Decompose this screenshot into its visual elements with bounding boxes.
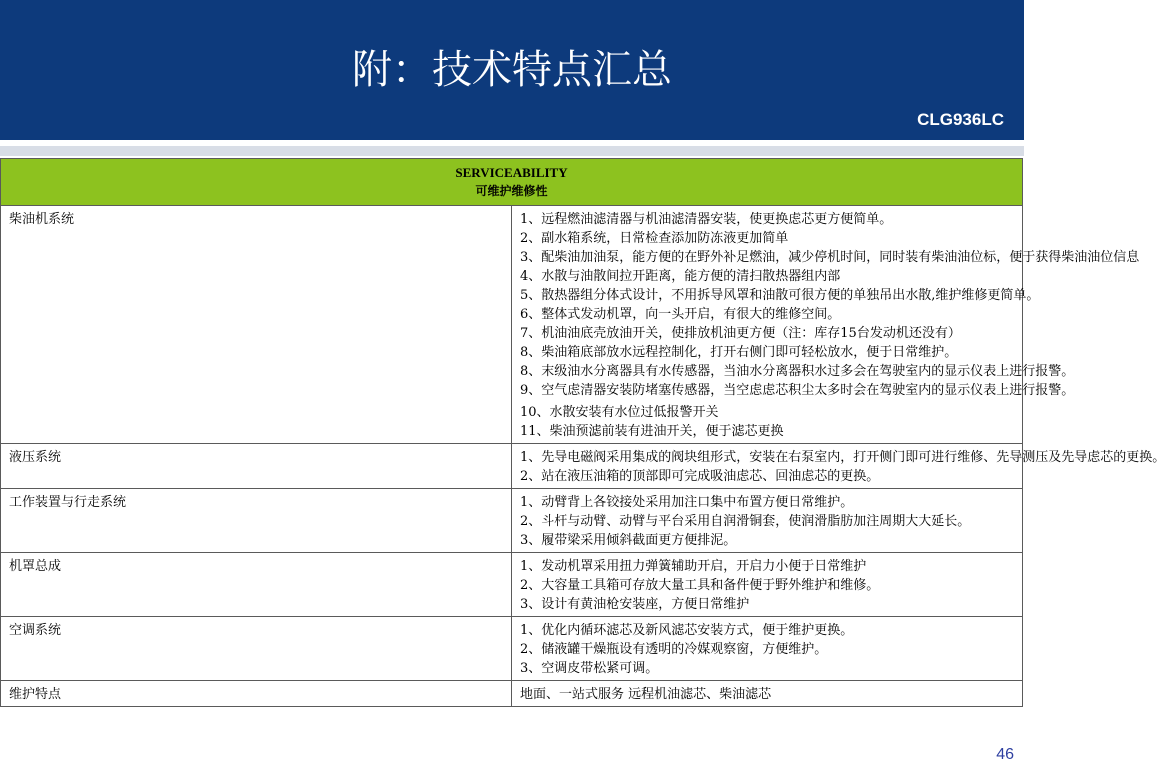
row-category: 维护特点	[1, 681, 512, 707]
feature-item: 6、整体式发动机罩，向一头开启，有很大的维修空间。	[520, 307, 841, 322]
feature-item: 10、水散安装有水位过低报警开关	[520, 405, 719, 420]
table-row	[1, 444, 1023, 489]
feature-item: 3、履带梁采用倾斜截面更方便排泥。	[520, 533, 737, 548]
header-band	[0, 0, 1024, 140]
feature-item: 5、散热器组分体式设计，不用拆导风罩和油散可很方便的单独吊出水散,维护维修更简单。	[520, 288, 1040, 303]
feature-item: 8、柴油箱底部放水远程控制化，打开右侧门即可轻松放水，便于日常维护。	[520, 345, 958, 360]
row-items	[512, 444, 1165, 489]
feature-item: 3、空调皮带松紧可调。	[520, 661, 659, 676]
feature-item: 3、配柴油加油泵，能方便的在野外补足燃油，减少停机时间，同时装有柴油油位标，便于获得柴油油位信息	[520, 250, 1140, 265]
feature-item: 1、先导电磁阀采用集成的阀块组形式，安装在右泵室内，打开侧门即可进行维修、先导测压及先导虑芯的更换。	[520, 450, 1165, 465]
feature-item: 2、大容量工具箱可存放大量工具和备件便于野外维护和维修。	[520, 578, 880, 593]
row-items	[512, 489, 1023, 553]
feature-item: 1、远程燃油滤清器与机油滤清器安装，使更换虑芯更方便简单。	[520, 212, 893, 227]
section-header-row	[1, 159, 1023, 206]
row-items	[512, 553, 1023, 617]
row-category: 空调系统	[1, 617, 512, 681]
section-banner	[1, 159, 1023, 206]
row-items	[512, 617, 1023, 681]
header-divider-shadow	[0, 146, 1024, 156]
row-category: 机罩总成	[1, 553, 512, 617]
model-label: CLG936LC	[917, 110, 1004, 129]
feature-item: 2、副水箱系统，日常检查添加防冻液更加简单	[520, 231, 789, 246]
page-number: 46	[996, 746, 1014, 763]
feature-item: 3、设计有黄油枪安装座，方便日常维护	[520, 597, 750, 612]
table-row	[1, 617, 1023, 681]
feature-item: 2、斗杆与动臂、动臂与平台采用自润滑铜套，使润滑脂肪加注周期大大延长。	[520, 514, 971, 529]
row-items	[512, 681, 1023, 707]
feature-item: 2、储液罐干燥瓶设有透明的冷媒观察窗，方便维护。	[520, 642, 828, 657]
header-divider	[0, 140, 1024, 143]
table-body	[1, 206, 1165, 707]
table-row	[1, 489, 1023, 553]
row-category: 柴油机系统	[1, 206, 512, 444]
row-category: 液压系统	[1, 444, 512, 489]
table-row	[1, 681, 1023, 707]
feature-item: 地面、一站式服务 远程机油滤芯、柴油滤芯	[520, 687, 772, 702]
row-category: 工作装置与行走系统	[1, 489, 512, 553]
table-row	[1, 553, 1023, 617]
feature-item: 1、优化内循环滤芯及新风滤芯安装方式，便于维护更换。	[520, 623, 854, 638]
feature-item: 1、发动机罩采用扭力弹簧辅助开启，开启力小便于日常维护	[520, 559, 867, 574]
table-row	[1, 206, 1023, 444]
feature-item: 11、柴油预滤前装有进油开关，便于滤芯更换	[520, 424, 784, 439]
section-title-en: SERVICEABILITY	[455, 165, 568, 180]
feature-item: 8、末级油水分离器具有水传感器，当油水分离器积水过多会在驾驶室内的显示仪表上进行报警。	[520, 364, 1075, 379]
row-items	[512, 206, 1140, 444]
feature-item: 1、动臂背上各铰接处采用加注口集中布置方便日常维护。	[520, 495, 854, 510]
section-title-zh: 可维护维修性	[475, 184, 548, 198]
feature-item: 4、水散与油散间拉开距离，能方便的清扫散热器组内部	[520, 269, 841, 284]
features-table	[0, 158, 1165, 707]
page-title: 附：技术特点汇总	[352, 47, 672, 93]
feature-item: 2、站在液压油箱的顶部即可完成吸油虑芯、回油虑芯的更换。	[520, 469, 880, 484]
feature-item: 7、机油油底壳放油开关，使排放机油更方便（注：库存15台发动机还没有）	[520, 326, 961, 341]
feature-item: 9、空气虑清器安装防堵塞传感器，当空虑虑芯积尘太多时会在驾驶室内的显示仪表上进行报警。	[520, 383, 1075, 398]
